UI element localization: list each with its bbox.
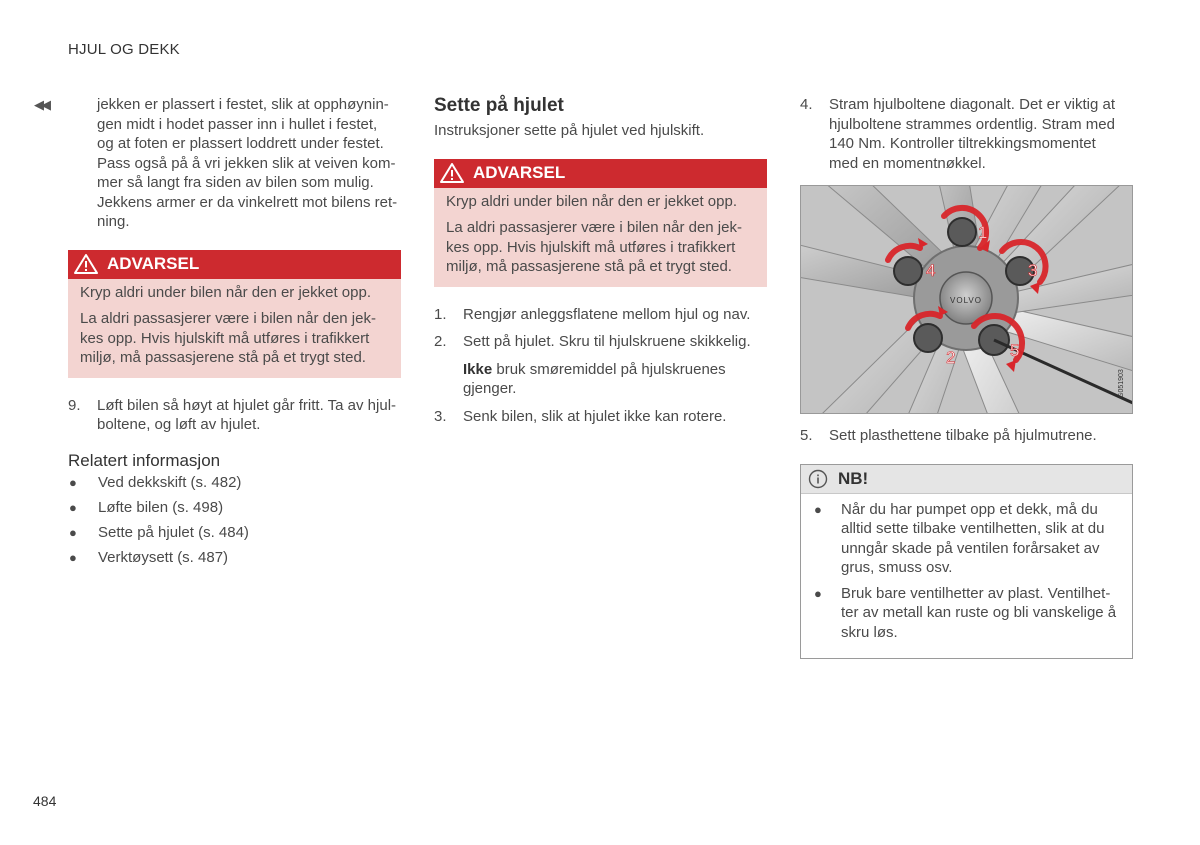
- page-number: 484: [33, 793, 57, 809]
- bolt-label-3: 3: [1028, 261, 1038, 280]
- note-body: [801, 494, 1132, 659]
- volvo-logo: VOLVO: [950, 296, 982, 305]
- step-1: 1. Rengjør anleggsflatene mellom hjul og nav.: [434, 305, 751, 323]
- warning-box: [68, 250, 401, 378]
- intro-text: jekken er plassert i festet, slik at opphøynin- gen midt i hodet passer inn i hullet i festet, og at foten er plassert loddrett under festet. Pass også på å vri jekken slik at veiven kom- mer så langt fra siden av bilen som mulig. Jekkens armer er da vinkelrett mot bilens ret- ning.: [97, 96, 398, 230]
- note-item: ● Bruk bare ventilhetter av plast. Ventilhet- ter av metall kan ruste og bli vanskelige å skru løs.: [814, 584, 1117, 641]
- wheel-illustration: [800, 185, 1133, 414]
- step-5: 5. Sett plasthettene tilbake på hjulmutrene.: [800, 427, 1097, 444]
- step-2-note: Ikke bruk smøremiddel på hjulskruenes gjenger.: [463, 360, 726, 397]
- section-subtitle: Instruksjoner sette på hjulet ved hjulskift.: [434, 122, 705, 139]
- related-link[interactable]: ● Sette på hjulet (s. 484): [69, 523, 249, 541]
- related-link[interactable]: ● Løfte bilen (s. 498): [69, 498, 224, 516]
- step-3: 3. Senk bilen, slik at hjulet ikke kan rotere.: [434, 407, 727, 425]
- section-title: Sette på hjulet: [434, 95, 564, 116]
- warning-title: ADVARSEL: [107, 254, 200, 274]
- warning-body: Kryp aldri under bilen når den er jekket opp. La aldri passasjerer være i bilen når den jek- kes opp. Hvis hjulskift må utføres i trafikkert miljø, må passasjerene stå på et trygt sted.: [434, 188, 767, 287]
- bolt-label-2: 2: [946, 348, 956, 367]
- wheel-spokes-graphic: [801, 186, 1132, 413]
- column-left: [68, 95, 401, 573]
- step-9: 9. Løft bilen så høyt at hjulet går fritt. Ta av hjul- boltene, og løft av hjulet.: [68, 396, 397, 433]
- note-item: ● Når du har pumpet opp et dekk, må du alltid sette tilbake ventilhetten, slik at du unngår skade på ventilen forårsaket av grus, smuss osv.: [814, 500, 1105, 576]
- column-middle: [434, 95, 767, 426]
- warning-header: [68, 250, 401, 279]
- related-title: Relatert informasjon: [68, 450, 221, 470]
- warning-header: [434, 159, 767, 188]
- info-icon: [808, 469, 828, 489]
- note-box: [800, 464, 1133, 660]
- column-right: [800, 95, 1133, 659]
- bolt-label-1: 1: [978, 223, 988, 242]
- step-4: 4. Stram hjulboltene diagonalt. Det er viktig at hjulboltene strammes ordentlig. Stram med 140 Nm. Kontroller tiltrekkingsmomentet med en momentnøkkel.: [800, 96, 1115, 172]
- warning-icon: [73, 253, 99, 275]
- bolt-label-5: 5: [1010, 341, 1020, 360]
- related-link[interactable]: ● Ved dekkskift (s. 482): [69, 473, 242, 491]
- related-link[interactable]: ● Verktøysett (s. 487): [69, 548, 229, 566]
- page-header: HJUL OG DEKK: [68, 41, 180, 58]
- bolt-label-4: 4: [926, 261, 936, 280]
- continued-icon: ◀◀: [34, 97, 48, 112]
- warning-icon: [439, 162, 465, 184]
- warning-body: Kryp aldri under bilen når den er jekket opp. La aldri passasjerer være i bilen når den jek- kes opp. Hvis hjulskift må utføres i trafikkert miljø, må passasjerene stå på et trygt sted.: [68, 279, 401, 378]
- warning-box: [434, 159, 767, 287]
- note-title: NB!: [838, 468, 869, 488]
- figure-code: G051903: [1118, 369, 1125, 398]
- warning-title: ADVARSEL: [473, 163, 566, 183]
- related-list: [68, 473, 401, 568]
- note-header: [801, 465, 1132, 494]
- step-2: 2. Sett på hjulet. Skru til hjulskruene skikkelig.: [434, 333, 751, 350]
